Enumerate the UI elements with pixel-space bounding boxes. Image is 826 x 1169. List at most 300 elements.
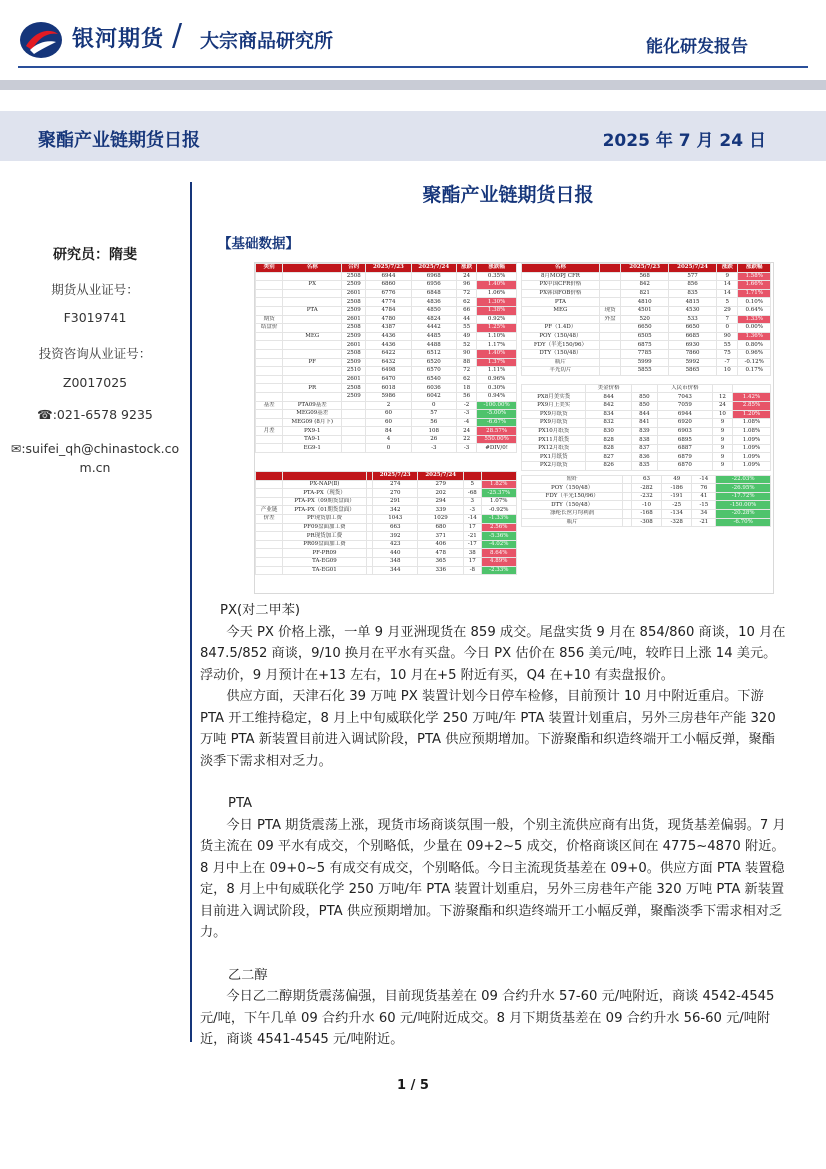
table-cell: 38 (463, 549, 481, 558)
table-cell: 291 (372, 497, 418, 506)
report-type: 能化研发报告 (646, 37, 748, 57)
table-cell: 1.08% (733, 427, 771, 436)
table-cell: 842 (621, 281, 669, 290)
table-cell: PR09盘面加工费 (283, 540, 366, 549)
table-cell: 1.37% (477, 358, 517, 367)
table-header-cell: 涨跌 (717, 264, 738, 273)
table-cell (522, 315, 600, 324)
table-row (256, 444, 517, 453)
table-cell: PTA (283, 306, 342, 315)
pta-paragraph: 今日 PTA 期货震荡上涨，现货市场商谈氛围一般，个别主流供应商有出货，现货基差偏弱。7 月货主流在 09 平水有成交，个别略低，少量在 09+2~5 成交，价格商谈区间在 4775~4870 附近。8 月中上在 09+0~5 有成交有成交，个别略低。今日主流现货基差在 09+0。供应方面 PTA 装置稳定，8 月上中旬威联化学 250 万吨/年 PTA 装置计划重启，另外三房巷年产能 320 万吨 PTA 新装置目前进入调试阶段，PTA 供应预期增加。下游聚酯和织造终端开工小幅反弹，聚酯淡季下需求相对乏力。 (200, 817, 786, 940)
table-cell: 57 (411, 410, 456, 419)
table-cell: 10 (712, 410, 732, 419)
galaxy-logo-icon (18, 20, 64, 60)
table-cell: 17 (463, 558, 481, 567)
table-cell: 4488 (411, 341, 456, 350)
table-cell: 5855 (621, 367, 669, 376)
table-cell: 371 (418, 532, 464, 541)
table-cell: 6956 (411, 281, 456, 290)
futures-cert-number: F3019741 (63, 310, 127, 325)
table-cell: 10 (717, 367, 738, 376)
table-cell (256, 549, 283, 558)
table-cell: 4442 (411, 324, 456, 333)
table-cell (256, 272, 283, 281)
table-cell: 1043 (372, 515, 418, 524)
table-cell: 339 (418, 506, 464, 515)
table-cell: 6879 (658, 453, 713, 462)
table-cell: 108 (411, 427, 456, 436)
table-row (522, 492, 771, 501)
table-cell (599, 341, 620, 350)
table-row (522, 444, 771, 453)
table-cell: 6540 (411, 375, 456, 384)
table-cell: PF（1.4D） (522, 324, 600, 333)
table-cell: -0.12% (738, 358, 771, 367)
table-cell (256, 523, 283, 532)
table-cell: -22.03% (716, 475, 771, 484)
table-header-cell (256, 472, 283, 481)
table-header-row (522, 264, 771, 273)
table-cell: 96 (456, 281, 476, 290)
table-cell: PX9月纸货 (522, 419, 586, 428)
table-cell: PR (283, 384, 342, 393)
table-cell: 28.57% (477, 427, 517, 436)
table-cell: -3 (456, 444, 476, 453)
table-cell: -168 (631, 510, 661, 519)
table-cell: 4810 (621, 298, 669, 307)
table-cell: 2 (366, 401, 411, 410)
table-row (256, 515, 517, 524)
table-cell: 4836 (411, 298, 456, 307)
table-cell: 8月MOPJ CFR (522, 272, 600, 281)
table-cell (283, 298, 342, 307)
table-cell (256, 392, 283, 401)
table-cell: PX10月纸货 (522, 427, 586, 436)
table-cell: 72 (456, 289, 476, 298)
table-cell: 外盘 (599, 315, 620, 324)
table-cell: 365 (418, 558, 464, 567)
table-cell: 2508 (342, 349, 366, 358)
table-cell: 7059 (658, 401, 713, 410)
table-cell: PX韩国FOB价格 (522, 289, 600, 298)
table-cell: 9 (712, 453, 732, 462)
table-cell: 4780 (366, 315, 411, 324)
table-cell: 6650 (669, 324, 717, 333)
table-cell (256, 341, 283, 350)
futures-cert-label: 期货从业证号： (51, 282, 139, 297)
table-cell (623, 510, 632, 519)
table-cell: 844 (586, 393, 632, 402)
report-title: 聚酯产业链期货日报 (38, 130, 200, 151)
phone-number: ☎:021-6578 9235 (37, 407, 153, 422)
table-cell: -232 (631, 492, 661, 501)
table-cell: 342 (372, 506, 418, 515)
table-cell: 24 (456, 272, 476, 281)
table-cell: 520 (621, 315, 669, 324)
table-cell (342, 444, 366, 453)
table-cell: -0.92% (481, 506, 516, 515)
header-band (0, 80, 826, 90)
table-cell: POY（150/48） (522, 332, 600, 341)
table-cell: 1.09% (733, 453, 771, 462)
table-cell (342, 427, 366, 436)
table-cell: 55 (717, 341, 738, 350)
table-cell: MEG09基差 (283, 410, 342, 419)
table-cell: 6512 (411, 349, 456, 358)
analyst-name: 研究员：隋斐 (53, 247, 137, 263)
table-cell: 9 (717, 272, 738, 281)
table-cell: 0.00% (738, 324, 771, 333)
table-cell: PF-PR09 (283, 549, 366, 558)
table-cell: PX (283, 281, 342, 290)
table-cell: 348 (372, 558, 418, 567)
table-row (522, 298, 771, 307)
table-row (522, 484, 771, 493)
table-cell: 90 (456, 349, 476, 358)
table-cell: 1.33% (738, 315, 771, 324)
table-cell: PX1月纸货 (522, 453, 586, 462)
table-row (522, 384, 771, 393)
table-header-cell: 2025/7/24 (669, 264, 717, 273)
table-row (256, 401, 517, 410)
table-cell: -17 (463, 540, 481, 549)
table-cell: 75 (717, 349, 738, 358)
px-paragraph-2: 供应方面，天津石化 39 万吨 PX 装置计划今日停车检修，目前预计 10 月中附近重启。下游 PTA 开工维持稳定，8 月上中旬威联化学 250 万吨/年 PTA 装置计划重启，另外三房巷年产能 320 万吨 PTA 新装置目前进入调试阶段，PTA 供应预期增加。下游聚酯和织造终端开工小幅反弹，聚酯淡季下需求相对乏力。 (200, 689, 776, 769)
table-cell: 1.30% (477, 298, 517, 307)
table-row (522, 332, 771, 341)
table-cell: 836 (631, 453, 657, 462)
table-row (522, 349, 771, 358)
table-cell (256, 358, 283, 367)
table-cell (599, 332, 620, 341)
table-cell: 涤纶长丝月均利润 (522, 510, 623, 519)
table-cell: 274 (372, 480, 418, 489)
table-cell: 9 (712, 444, 732, 453)
table-cell: 680 (418, 523, 464, 532)
table-cell: -4 (456, 418, 476, 427)
table-cell: 34 (692, 510, 716, 519)
table-cell: 844 (631, 410, 657, 419)
table-cell: 6944 (366, 272, 411, 281)
table-cell: 0.96% (477, 375, 517, 384)
table-cell: 90 (717, 332, 738, 341)
table-cell: PTA (522, 298, 600, 307)
table-row (256, 506, 517, 515)
table-row (522, 501, 771, 510)
table-cell: PX11月纸货 (522, 436, 586, 445)
brand-name: 银河期货 (72, 27, 165, 52)
table-cell: 6036 (411, 384, 456, 393)
table-cell: 18 (456, 384, 476, 393)
table-header-row (256, 264, 517, 273)
table-cell: PX-NAP(Ⅱ) (283, 480, 366, 489)
table-cell: -282 (631, 484, 661, 493)
table-cell: 产业链 (256, 506, 283, 515)
header-divider: / (172, 18, 183, 53)
table-row (522, 393, 771, 402)
table-cell: 828 (586, 444, 632, 453)
table-row (522, 341, 771, 350)
table-cell (599, 272, 620, 281)
table-header-cell (283, 472, 366, 481)
table-cell: EG9-1 (283, 444, 342, 453)
table-cell: 0.94% (477, 392, 517, 401)
table-cell: 663 (372, 523, 418, 532)
table-cell: 2508 (342, 384, 366, 393)
table-row (522, 306, 771, 315)
sidebar-divider (190, 182, 192, 1042)
table-cell: 6895 (658, 436, 713, 445)
table-cell: -3 (463, 506, 481, 515)
table-cell: 835 (669, 289, 717, 298)
table-cell: 63 (631, 475, 661, 484)
table-cell: 8.64% (481, 549, 516, 558)
table-cell: 7043 (658, 393, 713, 402)
table-cell (599, 349, 620, 358)
table-cell: 828 (586, 436, 632, 445)
table-row (522, 358, 771, 367)
meg-heading: 乙二醇 (228, 967, 268, 983)
table-cell: PX12月纸货 (522, 444, 586, 453)
table-cell: 0.64% (738, 306, 771, 315)
table-header-cell: 2025/7/24 (411, 264, 456, 273)
table-cell: 2509 (342, 392, 366, 401)
table-header-cell: 名称 (283, 264, 342, 273)
table-cell: 72 (456, 367, 476, 376)
table-cell: 1.36% (738, 332, 771, 341)
table-cell: DTY（150/48） (522, 501, 623, 510)
table-cell: -21 (463, 532, 481, 541)
table-cell: 1.06% (477, 289, 517, 298)
table-cell (283, 341, 342, 350)
table-cell: 6042 (411, 392, 456, 401)
table-row (522, 272, 771, 281)
table-row (522, 315, 771, 324)
table-cell: 12 (712, 393, 732, 402)
table-cell: 577 (669, 272, 717, 281)
table-cell: 4 (366, 435, 411, 444)
table-cell: 1.10% (477, 332, 517, 341)
table-cell: 17 (463, 523, 481, 532)
table-cell: 6870 (658, 462, 713, 471)
table-cell: PX9月上美实 (522, 401, 586, 410)
table-cell (256, 349, 283, 358)
table-cell (283, 367, 342, 376)
left-table-block (255, 263, 517, 575)
table-cell: 336 (418, 566, 464, 575)
table-cell: FDY（半光150/96） (522, 341, 600, 350)
table-cell: 2509 (342, 332, 366, 341)
table-cell: -191 (662, 492, 692, 501)
table-cell (599, 358, 620, 367)
table-cell: 6570 (411, 367, 456, 376)
table-cell: 半光切片 (522, 367, 600, 376)
table-cell (256, 489, 283, 498)
table-cell: 价差 (256, 515, 283, 524)
table-cell: 2509 (342, 306, 366, 315)
table-cell: 5986 (366, 392, 411, 401)
table-row (256, 523, 517, 532)
table-row (256, 341, 517, 350)
table-cell: 4784 (366, 306, 411, 315)
table-cell: 6776 (366, 289, 411, 298)
table-cell: 9 (712, 436, 732, 445)
px-heading: PX(对二甲苯) (220, 603, 301, 618)
table-cell: 1.38% (477, 306, 517, 315)
table-cell: -6.67% (477, 418, 517, 427)
table-cell: 0.10% (738, 298, 771, 307)
table-cell: 4436 (366, 332, 411, 341)
table-cell: 6422 (366, 349, 411, 358)
table-cell: 842 (586, 401, 632, 410)
table-cell: 1.09% (733, 436, 771, 445)
table-cell: 6944 (658, 410, 713, 419)
table-cell: 6685 (669, 332, 717, 341)
table-cell: 88 (456, 358, 476, 367)
table-cell: 7 (717, 315, 738, 324)
table-row (256, 298, 517, 307)
table-cell: 1.71% (738, 289, 771, 298)
table-cell: PTA09基差 (283, 401, 342, 410)
table-row (256, 306, 517, 315)
table-cell: 56 (411, 418, 456, 427)
table-cell: 2.56% (481, 523, 516, 532)
table-row (256, 349, 517, 358)
table-cell: 856 (669, 281, 717, 290)
table-cell: -6.70% (716, 518, 771, 527)
table-cell (256, 418, 283, 427)
table-cell: 基差 (256, 401, 283, 410)
table-row (256, 480, 517, 489)
table-cell: 6860 (366, 281, 411, 290)
table-cell: 0.30% (477, 384, 517, 393)
email-line-2: m.cn (79, 460, 111, 475)
table-cell (623, 518, 632, 527)
table-cell (283, 392, 342, 401)
table-row (256, 435, 517, 444)
table-cell: 1.58% (738, 272, 771, 281)
table-cell: -308 (631, 518, 661, 527)
table-cell: 2508 (342, 324, 366, 333)
table-cell: -10 (631, 501, 661, 510)
invest-cert-label: 投资咨询从业证号： (38, 346, 152, 361)
table-cell: 26 (411, 435, 456, 444)
table-cell: 84 (366, 427, 411, 436)
table-cell: MEG (522, 306, 600, 315)
table-cell: 14 (717, 289, 738, 298)
report-date: 2025 年 7 月 24 日 (602, 131, 766, 151)
table-row (256, 549, 517, 558)
table-row (256, 272, 517, 281)
table-cell: 279 (418, 480, 464, 489)
table-row (522, 462, 771, 471)
table-cell: 2509 (342, 281, 366, 290)
table-row (256, 566, 517, 575)
table-cell: 1.25% (477, 324, 517, 333)
table-cell: 9 (712, 427, 732, 436)
table-cell: -25.37% (481, 489, 516, 498)
table-cell: PX2月纸货 (522, 462, 586, 471)
table-cell (256, 281, 283, 290)
table-cell (599, 289, 620, 298)
table-row (522, 324, 771, 333)
table-cell: PF09盘面加工费 (283, 523, 366, 532)
table-cell: 202 (418, 489, 464, 498)
table-cell: 478 (418, 549, 464, 558)
table-cell (256, 375, 283, 384)
table-cell: 4.89% (481, 558, 516, 567)
table-row (522, 281, 771, 290)
table-row (522, 510, 771, 519)
table-row (522, 518, 771, 527)
table-cell: 14 (717, 281, 738, 290)
table-cell: -150.00% (716, 501, 771, 510)
table-cell: 392 (372, 532, 418, 541)
table-row (256, 418, 517, 427)
table-cell: MEG09 (8月下) (283, 418, 342, 427)
body-text (200, 600, 786, 1051)
table-cell: 1.07% (481, 497, 516, 506)
table-cell (599, 281, 620, 290)
table-cell (256, 332, 283, 341)
table-cell: 结盘价 (256, 324, 283, 333)
table-row (256, 489, 517, 498)
table-cell: -14 (463, 515, 481, 524)
table-header-cell (463, 472, 481, 481)
table-cell: 短纤 (522, 475, 623, 484)
table-cell: 6848 (411, 289, 456, 298)
table-cell: 24 (456, 427, 476, 436)
table-cell: 29 (717, 306, 738, 315)
table-row (256, 532, 517, 541)
table-cell: 5 (717, 298, 738, 307)
table-cell (256, 384, 283, 393)
table-cell: 7860 (669, 349, 717, 358)
table-cell: 5865 (669, 367, 717, 376)
table-cell: 期货 (256, 315, 283, 324)
table-cell: 56 (456, 392, 476, 401)
table-header-cell: 涨跌幅 (477, 264, 517, 273)
table-cell: 6875 (621, 341, 669, 350)
table-header-cell: 2025/7/24 (418, 472, 464, 481)
table-cell: 423 (372, 540, 418, 549)
table-row (256, 332, 517, 341)
table-cell (712, 384, 732, 393)
table-header-row (256, 472, 517, 481)
table-cell: 2510 (342, 367, 366, 376)
table-cell (256, 410, 283, 419)
main-title: 聚酯产业链期货日报 (422, 184, 594, 206)
table-row (522, 436, 771, 445)
table-cell: 6505 (621, 332, 669, 341)
table-cell: 406 (418, 540, 464, 549)
table-cell: 1.08% (733, 419, 771, 428)
table-cell: 美金价格 (586, 384, 632, 393)
table-row (256, 410, 517, 419)
table-cell: 0.80% (738, 341, 771, 350)
table-row (256, 497, 517, 506)
table-cell (283, 349, 342, 358)
table-row (522, 289, 771, 298)
table-cell: 6968 (411, 272, 456, 281)
table-row (256, 315, 517, 324)
table-cell: PTA-PX（01期货盘面） (283, 506, 366, 515)
table-header-cell: 类别 (256, 264, 283, 273)
table-cell: 4815 (669, 298, 717, 307)
table-cell: 9 (712, 419, 732, 428)
table-cell: 4774 (366, 298, 411, 307)
table-cell: 1.11% (477, 367, 517, 376)
